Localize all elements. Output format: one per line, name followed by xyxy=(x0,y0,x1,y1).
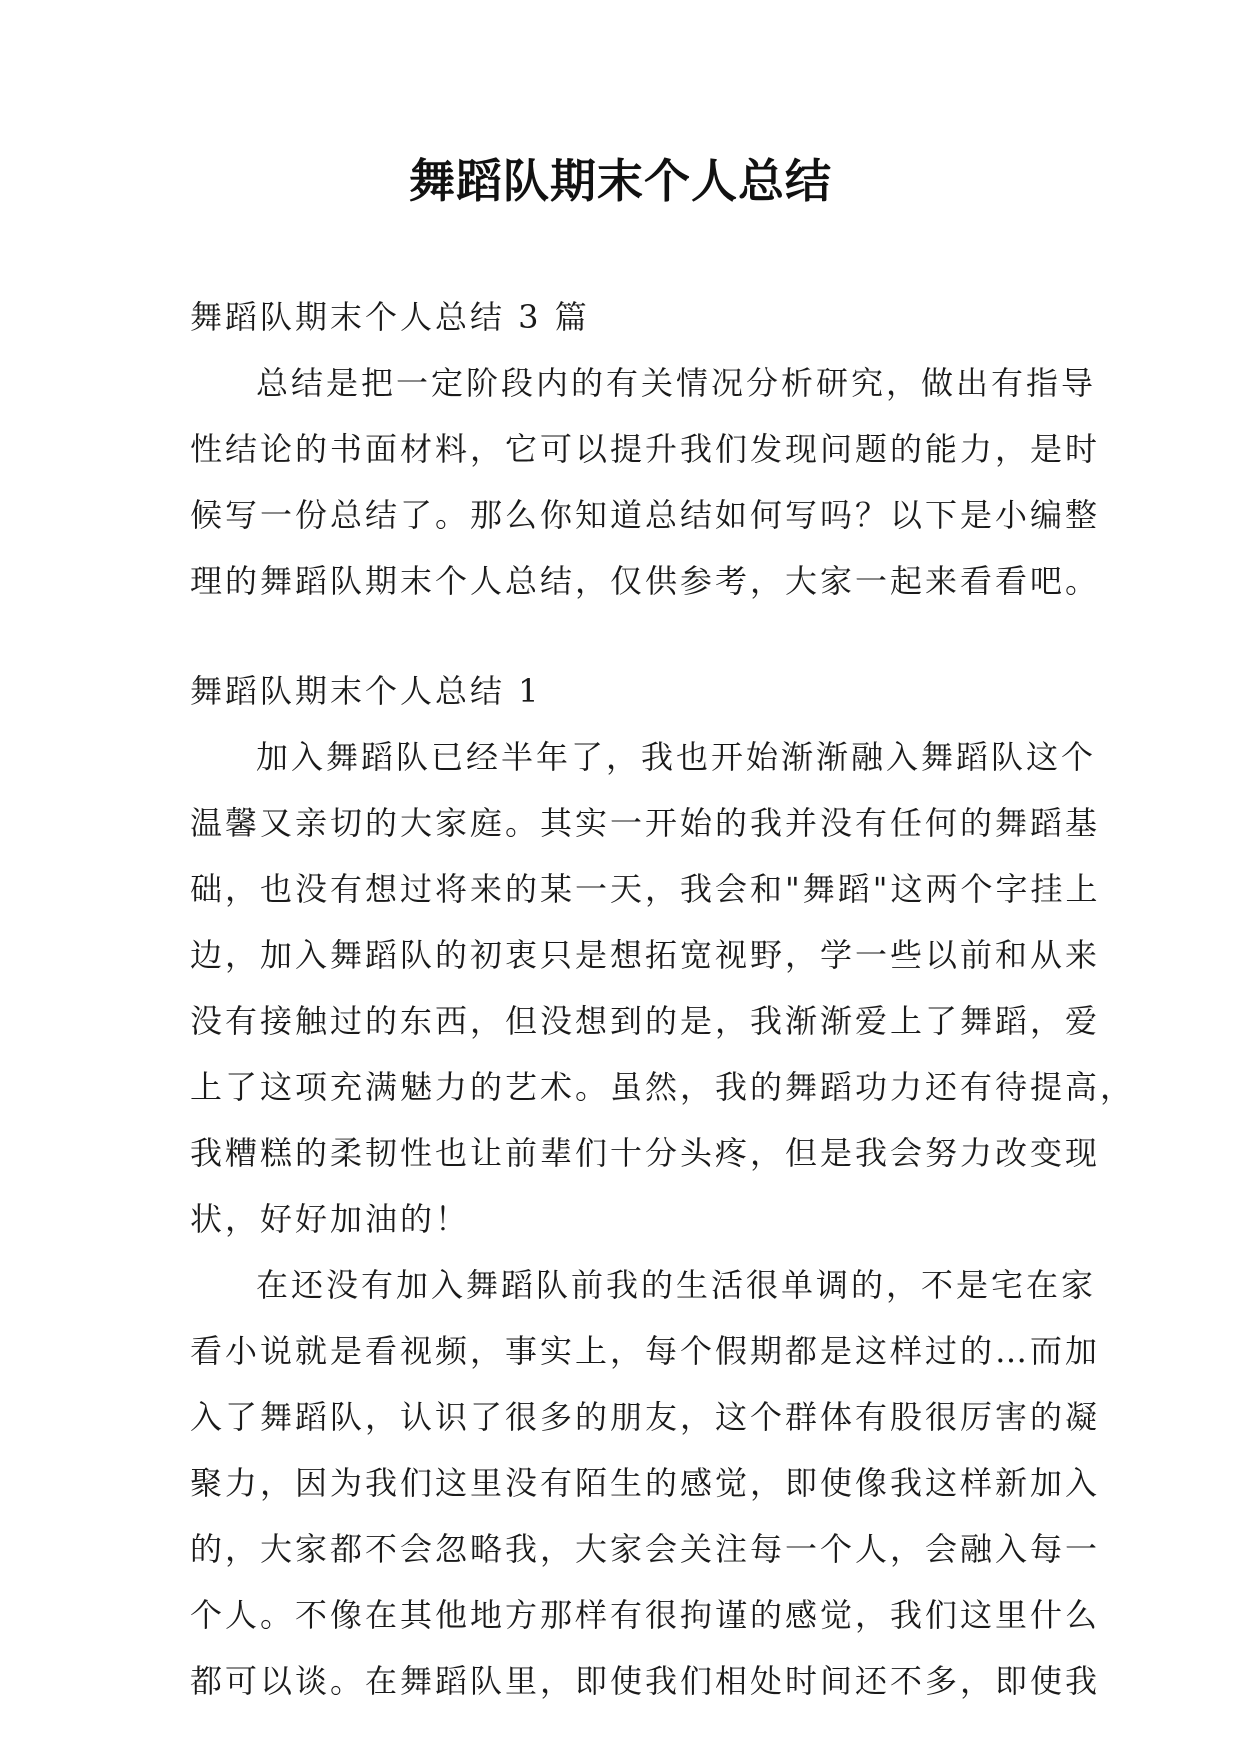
paragraph-line: 个人。不像在其他地方那样有很拘谨的感觉，我们这里什么 xyxy=(190,1596,1101,1634)
section1-paragraph-2 xyxy=(190,1252,1101,1714)
document-body xyxy=(190,284,1136,1714)
paragraph-line: 没有接触过的东西，但没想到的是，我渐渐爱上了舞蹈，爱 xyxy=(190,1002,1101,1040)
paragraph-line: 在还没有加入舞蹈队前我的生活很单调的，不是宅在家 xyxy=(256,1266,1097,1304)
paragraph-line: 我糟糕的柔韧性也让前辈们十分头疼，但是我会努力改变现 xyxy=(190,1134,1101,1172)
paragraph-line: 加入舞蹈队已经半年了，我也开始渐渐融入舞蹈队这个 xyxy=(256,738,1097,776)
paragraph-line: 础，也没有想过将来的某一天，我会和"舞蹈"这两个字挂上 xyxy=(190,870,1101,908)
paragraph-line: 边，加入舞蹈队的初衷只是想拓宽视野，学一些以前和从来 xyxy=(190,936,1101,974)
document-title: 舞蹈队期末个人总结 xyxy=(409,154,832,208)
intro-paragraph xyxy=(190,350,1101,614)
document-subtitle: 舞蹈队期末个人总结 3 篇 xyxy=(190,298,590,336)
intro-line: 性结论的书面材料，它可以提升我们发现问题的能力，是时 xyxy=(190,430,1101,468)
paragraph-line: 看小说就是看视频，事实上，每个假期都是这样过的…而加 xyxy=(190,1332,1101,1370)
paragraph-line: 入了舞蹈队，认识了很多的朋友，这个群体有股很厉害的凝 xyxy=(190,1398,1101,1436)
section-spacer xyxy=(190,614,1070,658)
intro-line: 总结是把一定阶段内的有关情况分析研究，做出有指导 xyxy=(256,364,1097,402)
section1-paragraph-1 xyxy=(190,724,1136,1252)
paragraph-line: 上了这项充满魅力的艺术。虽然，我的舞蹈功力还有待提高， xyxy=(190,1068,1136,1106)
intro-line: 理的舞蹈队期末个人总结，仅供参考，大家一起来看看吧。 xyxy=(190,562,1101,600)
paragraph-line: 的，大家都不会忽略我，大家会关注每一个人，会融入每一 xyxy=(190,1530,1101,1568)
paragraph-line: 聚力，因为我们这里没有陌生的感觉，即使像我这样新加入 xyxy=(190,1464,1101,1502)
paragraph-line: 都可以谈。在舞蹈队里，即使我们相处时间还不多，即使我 xyxy=(190,1662,1101,1700)
paragraph-line: 温馨又亲切的大家庭。其实一开始的我并没有任何的舞蹈基 xyxy=(190,804,1101,842)
intro-line: 候写一份总结了。那么你知道总结如何写吗？以下是小编整 xyxy=(190,496,1101,534)
section-heading: 舞蹈队期末个人总结 1 xyxy=(190,672,542,710)
paragraph-line: 状，好好加油的！ xyxy=(190,1200,471,1238)
